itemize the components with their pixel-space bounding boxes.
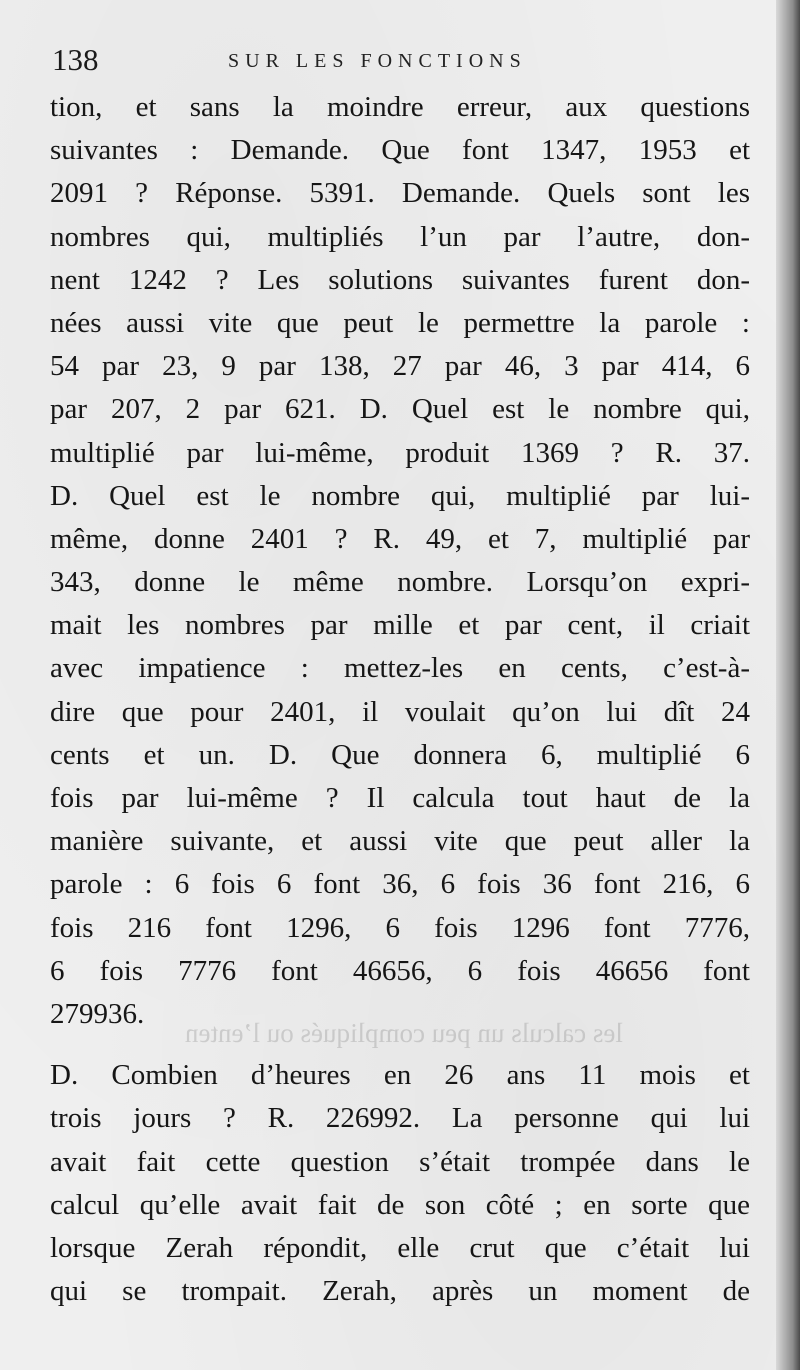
text-line: multiplié par lui-même, produit 1369 ? R. 37. <box>50 436 750 469</box>
paragraph-gap <box>50 1036 750 1054</box>
text-line: manière suivante, et aussi vite que peut aller la <box>50 825 750 858</box>
show-through-text: les calculs un peu compliqués ou l’enten <box>185 1018 623 1048</box>
text-line: avait fait cette question s’était trompée dans le <box>50 1145 750 1178</box>
text-line: tion, et sans la moindre erreur, aux questions <box>50 91 750 123</box>
page-number: 138 <box>52 42 99 77</box>
running-title: SUR LES FONCTIONS <box>228 50 527 72</box>
text-line: mait les nombres par mille et par cent, il criait <box>50 609 750 642</box>
text-line: nées aussi vite que peut le permettre la parole : <box>50 306 750 339</box>
text-line: 6 fois 7776 font 46656, 6 fois 46656 font <box>50 954 750 987</box>
text-line: même, donne 2401 ? R. 49, et 7, multiplié par <box>50 522 750 555</box>
text-line: calcul qu’elle avait fait de son côté ; en sorte que <box>50 1188 750 1221</box>
text-line: nent 1242 ? Les solutions suivantes furent don- <box>50 263 750 296</box>
text-line: suivantes : Demande. Que font 1347, 1953 et <box>50 134 750 167</box>
text-line: nombres qui, multipliés l’un par l’autre, don- <box>50 220 750 253</box>
body-text <box>50 86 750 1313</box>
text-line: qui se trompait. Zerah, après un moment de <box>50 1275 750 1308</box>
text-line: dire que pour 2401, il voulait qu’on lui dît 24 <box>50 695 750 728</box>
text-line: cents et un. D. Que donnera 6, multiplié 6 <box>50 738 750 771</box>
text-line: 2091 ? Réponse. 5391. Demande. Quels sont les <box>50 177 750 210</box>
text-line: 54 par 23, 9 par 138, 27 par 46, 3 par 414, 6 <box>50 350 750 383</box>
text-line: 343, donne le même nombre. Lorsqu’on expri- <box>50 566 750 599</box>
text-line: par 207, 2 par 621. D. Quel est le nombre qui, <box>50 393 750 426</box>
running-head <box>52 40 742 80</box>
text-line: fois par lui-même ? Il calcula tout haut de la <box>50 782 750 814</box>
text-line: D. Quel est le nombre qui, multiplié par lui- <box>50 479 750 512</box>
text-line: D. Combien d’heures en 26 ans 11 mois et <box>50 1059 750 1092</box>
text-line: avec impatience : mettez-les en cents, c’est-à- <box>50 652 750 685</box>
text-line: trois jours ? R. 226992. La personne qui lui <box>50 1102 750 1135</box>
text-line: parole : 6 fois 6 font 36, 6 fois 36 font 216, 6 <box>50 868 750 901</box>
text-line: lorsque Zerah répondit, elle crut que c’était lui <box>50 1231 750 1264</box>
page-edge-shadow <box>776 0 800 1370</box>
text-line: fois 216 font 1296, 6 fois 1296 font 7776, <box>50 911 750 944</box>
text-line: 279936. <box>50 997 145 1030</box>
